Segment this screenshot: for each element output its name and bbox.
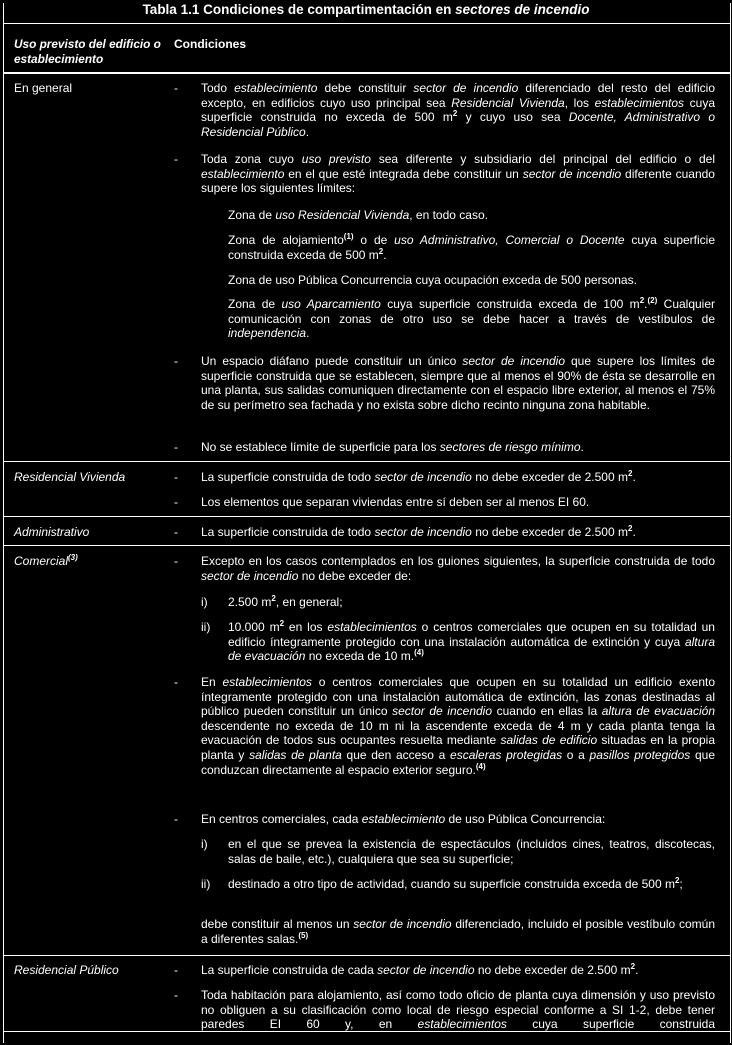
bullet-dash: -	[174, 152, 178, 166]
bullet-dash: -	[174, 675, 178, 689]
header-uso-rest: del edificio o establecimiento	[14, 37, 161, 66]
header-divider	[3, 72, 730, 74]
general-limit-residencial: Zona de uso Residencial Vivienda, en todo caso.	[228, 208, 488, 222]
row-label-administrativo: Administrativo	[14, 525, 90, 539]
table-title-emph: sectores de incendio	[455, 2, 590, 17]
row-divider	[3, 955, 730, 956]
bullet-dash: -	[174, 81, 178, 95]
comercial-case-i: 2.500 $m^2$, en general;	[228, 594, 343, 609]
vivienda-paragraph-1: La superficie construida de todo sector de incendio no debe exceder de 2.500 $m^2$.	[201, 469, 636, 484]
bullet-dash: -	[174, 554, 178, 568]
roman-marker: ii)	[201, 620, 211, 634]
roman-marker: i)	[201, 595, 208, 609]
comercial-paragraph-1: Excepto en los casos contemplados en los guiones siguientes, la superficie construida de todo sector de incendio no debe exceder de:	[201, 554, 715, 583]
row-divider	[3, 516, 730, 517]
general-limit-alojamiento: Zona de alojamiento$^{(1)}$ o de uso Administrativo, Comercial o Docente cuya superficie construida exceda de 500 $m^2$.	[228, 232, 715, 262]
comercial-paragraph-3: En centros comerciales, cada establecimiento de uso Pública Concurrencia:	[201, 812, 606, 826]
administrativo-paragraph-1: La superficie construida de todo sector de incendio no debe exceder de 2.500 $m^2$.	[201, 524, 636, 539]
row-label-residencial-publico: Residencial Público	[14, 963, 119, 977]
general-limit-publica-concurrencia: Zona de uso Pública Concurrencia cuya ocupación exceda de 500 personas.	[228, 273, 637, 287]
bullet-dash: -	[174, 812, 178, 826]
table-border-top	[3, 23, 730, 24]
bullet-dash: -	[174, 495, 178, 509]
header-uso-previsto	[14, 37, 164, 67]
row-divider	[3, 461, 730, 462]
table-title-text: Tabla 1.1 Condiciones de compartimentación en	[142, 2, 456, 17]
roman-marker: ii)	[201, 877, 211, 891]
general-limit-aparcamiento: Zona de uso Aparcamiento cuya superficie construida exceda de 100 $m^2.^{(2)}$ Cualquier comunicación con zonas de otro uso se debe hacer a través de vestíbulos de independencia.	[228, 296, 716, 341]
comercial-case-ii: 10.000 $m^2$ en los establecimientos o centros comerciales que ocupen en su totalidad un edificio íntegramente protegido con una instalación automática de extinción y cuya altura de evacuación no exceda de 10 m.$^{(4)}$	[228, 619, 715, 664]
page-cut-line	[3, 1031, 730, 1032]
bullet-dash: -	[174, 354, 178, 368]
table-border-right	[730, 3, 731, 1043]
header-condiciones: Condiciones	[174, 37, 247, 51]
general-paragraph-1: Todo establecimiento debe constituir sector de incendio diferenciado del resto del edificio excepto, en edificios cuyo uso principal sea Residencial Vivienda, los establecimientos cuya superficie construida no exceda de 500 $m^2$ y cuyo uso sea Docente, Administrativo o Residencial Público.	[201, 81, 716, 139]
row-label-comercial: Comercial$^{(3)}$	[14, 553, 78, 568]
table-title	[0, 0, 732, 20]
header-uso-emph: Uso previsto	[14, 37, 86, 51]
bullet-dash: -	[174, 963, 178, 977]
general-paragraph-2: Toda zona cuyo uso previsto sea diferente y subsidiario del principal del edificio o del establecimiento en el que esté integrada debe constituir un sector de incendio diferente cuando supere los siguientes límites:	[201, 152, 715, 196]
general-paragraph-4: No se establece límite de superficie para los sectores de riesgo mínimo.	[201, 440, 584, 454]
comercial-conclusion: debe constituir al menos un sector de incendio diferenciado, incluido el posible vestíbulo común a diferentes salas.$^{(5)}$	[201, 917, 716, 946]
publico-paragraph-1: La superficie construida de cada sector de incendio no debe exceder de 2.500 $m^2$.	[201, 962, 639, 977]
bullet-dash: -	[174, 988, 178, 1002]
row-label-en-general: En general	[14, 81, 73, 95]
row-divider	[3, 545, 730, 546]
comercial-case-espectaculos: en el que se prevea la existencia de espectáculos (incluidos cines, teatros, discotecas, salas de baile, etc.), cualquiera que sea su superficie;	[228, 837, 715, 866]
table-border-left	[3, 3, 4, 1043]
row-label-residencial-vivienda: Residencial Vivienda	[14, 470, 126, 484]
bullet-dash: -	[174, 470, 178, 484]
comercial-case-otra-actividad: destinado a otro tipo de actividad, cuando su superficie construida exceda de 500 $m^2$;	[228, 876, 683, 891]
comercial-paragraph-2: En establecimientos o centros comerciales que ocupen en su totalidad un edificio exento íntegramente protegido con una instalación automática de extinción, las zonas destinadas al público pueden constituir un único sector de incendio cuando en ellas la altura de evacuación descendente no exceda de 10 m ni la ascendente exceda de 4 m y cada planta tenga la evacuación de todos sus ocupantes resuelta mediante salidas de edificio situadas en la propia planta y salidas de planta que den acceso a escaleras protegidas o a pasillos protegidos que conduzcan directamente al espacio exterior seguro.$^{(4)}$	[201, 675, 715, 777]
bullet-dash: -	[174, 440, 178, 454]
roman-marker: i)	[201, 837, 208, 851]
general-paragraph-3: Un espacio diáfano puede constituir un único sector de incendio que supere los límites de superficie construida que se establecen, siempre que al menos el 90% de ésta se desarrolle en una planta, sus salidas comuniquen directamente con el espacio libre exterior, al menos el 75% de su perímetro sea fachada y no exista sobre dicho recinto ninguna zona habitable.	[201, 354, 715, 412]
bullet-dash: -	[174, 525, 178, 539]
publico-paragraph-2: Toda habitación para alojamiento, así como todo oficio de planta cuya dimensión y uso previsto no obliguen a su clasificación como local de riesgo especial conforme a SI 1-2, debe tener paredes EI 60 y, en establecimientos cuya superficie construida	[201, 988, 715, 1032]
vivienda-paragraph-2: Los elementos que separan viviendas entre sí deben ser al menos EI 60.	[201, 495, 590, 509]
